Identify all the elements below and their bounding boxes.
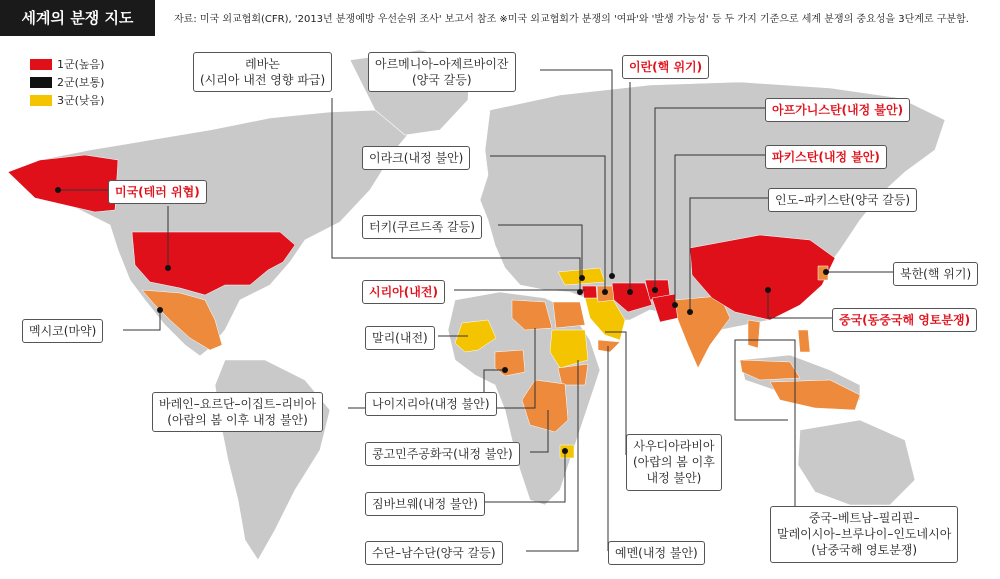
- label-lebanon: [193, 52, 332, 92]
- legend-label-tier1: 1군(높음): [57, 58, 105, 71]
- australia-land: [798, 420, 915, 505]
- marker-iran: [627, 289, 633, 295]
- map-title: 세계의 분쟁 지도: [0, 0, 155, 36]
- label-saudi-line1: 사우디아라비아: [633, 439, 715, 453]
- legend-swatch-tier3: [30, 95, 52, 106]
- label-sudan-south-sudan: 수단–남수단(양국 갈등): [365, 541, 503, 565]
- label-armenia-azerbaijan: [368, 52, 516, 92]
- label-india-pakistan: 인도–파키스탄(양국 갈등): [768, 188, 917, 212]
- label-nigeria: 나이지리아(내정 불안): [365, 392, 497, 416]
- legend-item-tier1: [30, 56, 104, 72]
- source-note: 자료: 미국 외교협회(CFR), '2013년 분쟁예방 우선순위 조사' 보고서 참조 ※미국 외교협회가 분쟁의 '여파'와 '발생 가능성' 등 두 가지 기준으로 세계 분쟁의 중요성을 3단계로 구분함.: [174, 14, 969, 25]
- marker-northkorea: [823, 269, 829, 275]
- legend-item-tier2: [30, 74, 104, 90]
- label-turkey: 터키(쿠르드족 갈등): [362, 215, 482, 239]
- legend-label-tier2: 2군(보통): [57, 76, 105, 89]
- legend-label-tier3: 3군(낮음): [57, 94, 105, 107]
- label-yemen: 예멘(내정 불안): [608, 541, 705, 565]
- alaska-region: [8, 155, 118, 212]
- label-iraq: 이라크(내정 불안): [362, 146, 470, 170]
- marker-nigeria: [502, 367, 508, 373]
- philippines-region: [798, 330, 810, 352]
- label-afghanistan: 아프가니스탄(내정 불안): [765, 98, 910, 122]
- label-zimbabwe: 짐바브웨(내정 불안): [365, 492, 485, 516]
- marker-usa: [55, 187, 61, 193]
- label-congo: 콩고민주공화국(내정 불안): [365, 442, 520, 466]
- marker-mexico: [157, 307, 163, 313]
- legend-swatch-tier2: [30, 77, 52, 88]
- label-saudi-line3: 내정 불안): [646, 471, 702, 486]
- label-scs-line2: 말레이시아–브루나이–인도네시아: [777, 527, 952, 542]
- marker-pakistan: [672, 302, 678, 308]
- marker-iraq: [602, 289, 608, 295]
- label-pakistan: 파키스탄(내정 불안): [765, 145, 887, 169]
- leader-mexico: [123, 310, 160, 330]
- marker-china: [765, 287, 771, 293]
- label-scs-line1: 중국–베트남–필리핀–: [808, 511, 920, 525]
- label-bahrain-line2: (아랍의 봄 이후 내정 불안): [167, 413, 308, 428]
- syria-region: [582, 286, 597, 298]
- yemen-region: [598, 340, 620, 352]
- vietnam-region: [748, 320, 760, 348]
- label-mali: 말리(내전): [365, 326, 435, 350]
- marker-zimbabwe: [562, 448, 568, 454]
- marker-afghanistan: [652, 287, 658, 293]
- label-lebanon-line1: 레바논: [245, 57, 280, 71]
- label-bahrain-line1: 바레인–요르단–이집트–리비아: [159, 397, 317, 411]
- marker-armenia: [609, 273, 615, 279]
- marker-usa-mainland: [165, 265, 171, 271]
- label-lebanon-line2: (시리아 내전 영향 파급): [200, 73, 326, 88]
- label-south-china-sea: [770, 506, 958, 563]
- land-masses: [10, 50, 945, 560]
- label-china: 중국(동중국해 영토분쟁): [832, 308, 977, 332]
- india-region: [675, 296, 730, 368]
- label-scs-line3: (남중국해 영토분쟁): [811, 543, 918, 558]
- legend-item-tier3: [30, 92, 104, 108]
- label-usa: 미국(테러 위협): [108, 180, 207, 204]
- south-america-land: [215, 360, 330, 560]
- label-saudi-line2: (아랍의 봄 이후: [633, 455, 715, 470]
- label-bahrain-jordan-egypt-libya: [152, 392, 323, 432]
- label-iran: 이란(핵 위기): [622, 55, 709, 79]
- label-saudi-arabia: [626, 434, 722, 491]
- south-sudan-region: [558, 364, 588, 385]
- marker-lebanon: [577, 289, 583, 295]
- egypt-region: [553, 302, 585, 328]
- label-syria: 시리아(내전): [362, 280, 445, 304]
- label-north-korea: 북한(핵 위기): [893, 262, 978, 286]
- pakistan-region: [652, 294, 678, 322]
- marker-india-pakistan: [687, 309, 693, 315]
- label-mexico: 멕시코(마약): [22, 319, 103, 343]
- label-armenia-line2: (양국 갈등): [411, 73, 472, 88]
- legend-swatch-tier1: [30, 59, 52, 70]
- label-armenia-line1: 아르메니아–아제르바이잔: [375, 57, 509, 71]
- marker-turkey: [579, 275, 585, 281]
